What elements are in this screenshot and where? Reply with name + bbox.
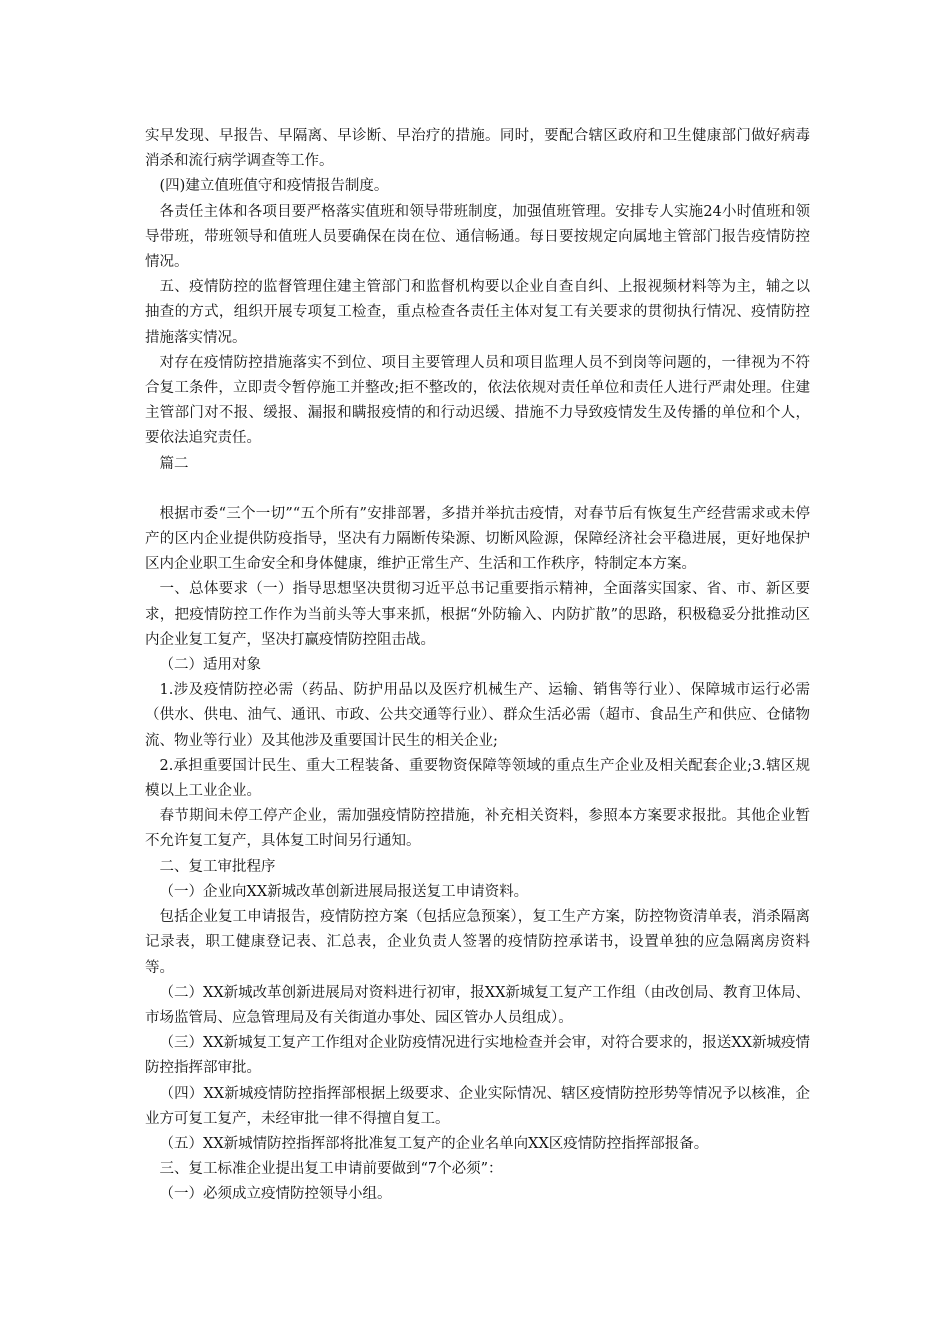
paragraph: 实早发现、早报告、早隔离、早诊断、早治疗的措施。同时，要配合辖区政府和卫生健康部门做好病毒消杀和流行病学调查等工作。 (145, 128, 810, 170)
blank-line (145, 477, 810, 502)
list-item: （五）XX新城情防控指挥部将批准复工复产的企业名单向XX区疫情防控指挥部报备。 (159, 1135, 709, 1152)
paragraph: 包括企业复工申请报告，疫情防控方案（包括应急预案），复工生产方案，防控物资清单表，消杀隔离记录表，职工健康登记表、汇总表，企业负责人签署的疫情防控承诺书，设置单独的应急隔离房资料等。 (145, 909, 810, 976)
paragraph: 根据市委“三个一切”“五个所有”安排部署，多措并举抗击疫情，对春节后有恢复生产经营需求或未停产的区内企业提供防疫指导，坚决有力隔断传染源、切断风险源，保障经济社会平稳进展，更好地保护区内企业职工生命安全和身体健康，维护正常生产、生活和工作秩序，特制定本方案。 (145, 505, 810, 573)
section-heading: 二、复工审批程序 (159, 858, 276, 875)
list-item: （一）企业向XX新城改革创新进展局报送复工申请资料。 (159, 883, 529, 900)
document-page (145, 124, 810, 1208)
section-heading: （二）适用对象 (159, 657, 261, 674)
section-heading: 三、复工标准企业提出复工申请前要做到“7个必须”： (159, 1161, 503, 1178)
section-heading: (四)建立值班值守和疫情报告制度。 (159, 178, 389, 195)
paragraph: 各责任主体和各项目要严格落实值班和领导带班制度，加强值班管理。安排专人实施24小时值班和领导带班，带班领导和值班人员要确保在岗在位、通信畅通。每日要按规定向属地主管部门报告疫情防控情况。 (145, 203, 810, 271)
paragraph: 对存在疫情防控措施落实不到位、项目主要管理人员和项目监理人员不到岗等问题的，一律视为不符合复工条件，立即责令暂停施工并整改;拒不整改的，依法依规对责任单位和责任人进行严肃处理。住建主管部门对不报、缓报、漏报和瞒报疫情的和行动迟缓、措施不力导致疫情发生及传播的单位和个人，要依法追究责任。 (145, 354, 810, 447)
paragraph: 一、总体要求（一）指导思想坚决贯彻习近平总书记重要指示精神，全面落实国家、省、市、新区要求，把疫情防控工作作为当前头等大事来抓，根据“外防输入、内防扩散”的思路，积极稳妥分批推动区内企业复工复产，坚决打赢疫情防控阻击战。 (145, 581, 810, 648)
paragraph: 五、疫情防控的监督管理住建主管部门和监督机构要以企业自查自纠、上报视频材料等为主，辅之以抽查的方式，组织开展专项复工检查，重点检查各责任主体对复工有关要求的贯彻执行情况、疫情防控措施落实情况。 (145, 279, 810, 346)
list-item: （一）必须成立疫情防控领导小组。 (159, 1186, 392, 1203)
list-item: （四）XX新城疫情防控指挥部根据上级要求、企业实际情况、辖区疫情防控形势等情况予以核准，企业方可复工复产，未经审批一律不得擅自复工。 (145, 1085, 810, 1127)
list-item: （二）XX新城改革创新进展局对资料进行初审，报XX新城复工复产工作组（由改创局、教育卫体局、市场监管局、应急管理局及有关街道办事处、园区管办人员组成）。 (145, 984, 810, 1026)
paragraph: 春节期间未停工停产企业，需加强疫情防控措施，补充相关资料，参照本方案要求报批。其他企业暂不允许复工复产，具体复工时间另行通知。 (145, 808, 810, 850)
part-heading: 篇二 (159, 455, 189, 472)
list-item: （三）XX新城复工复产工作组对企业防疫情况进行实地检查并会审，对符合要求的，报送XX新城疫情防控指挥部审批。 (145, 1035, 810, 1077)
list-item: 2.承担重要国计民生、重大工程装备、重要物资保障等领域的重点生产企业及相关配套企业;3.辖区规模以上工业企业。 (145, 757, 810, 800)
list-item: 1.涉及疫情防控必需（药品、防护用品以及医疗机械生产、运输、销售等行业）、保障城市运行必需（供水、供电、油气、通讯、市政、公共交通等行业）、群众生活必需（超市、食品生产和供应、仓储物流、物业等行业）及其他涉及重要国计民生的相关企业; (145, 682, 810, 749)
